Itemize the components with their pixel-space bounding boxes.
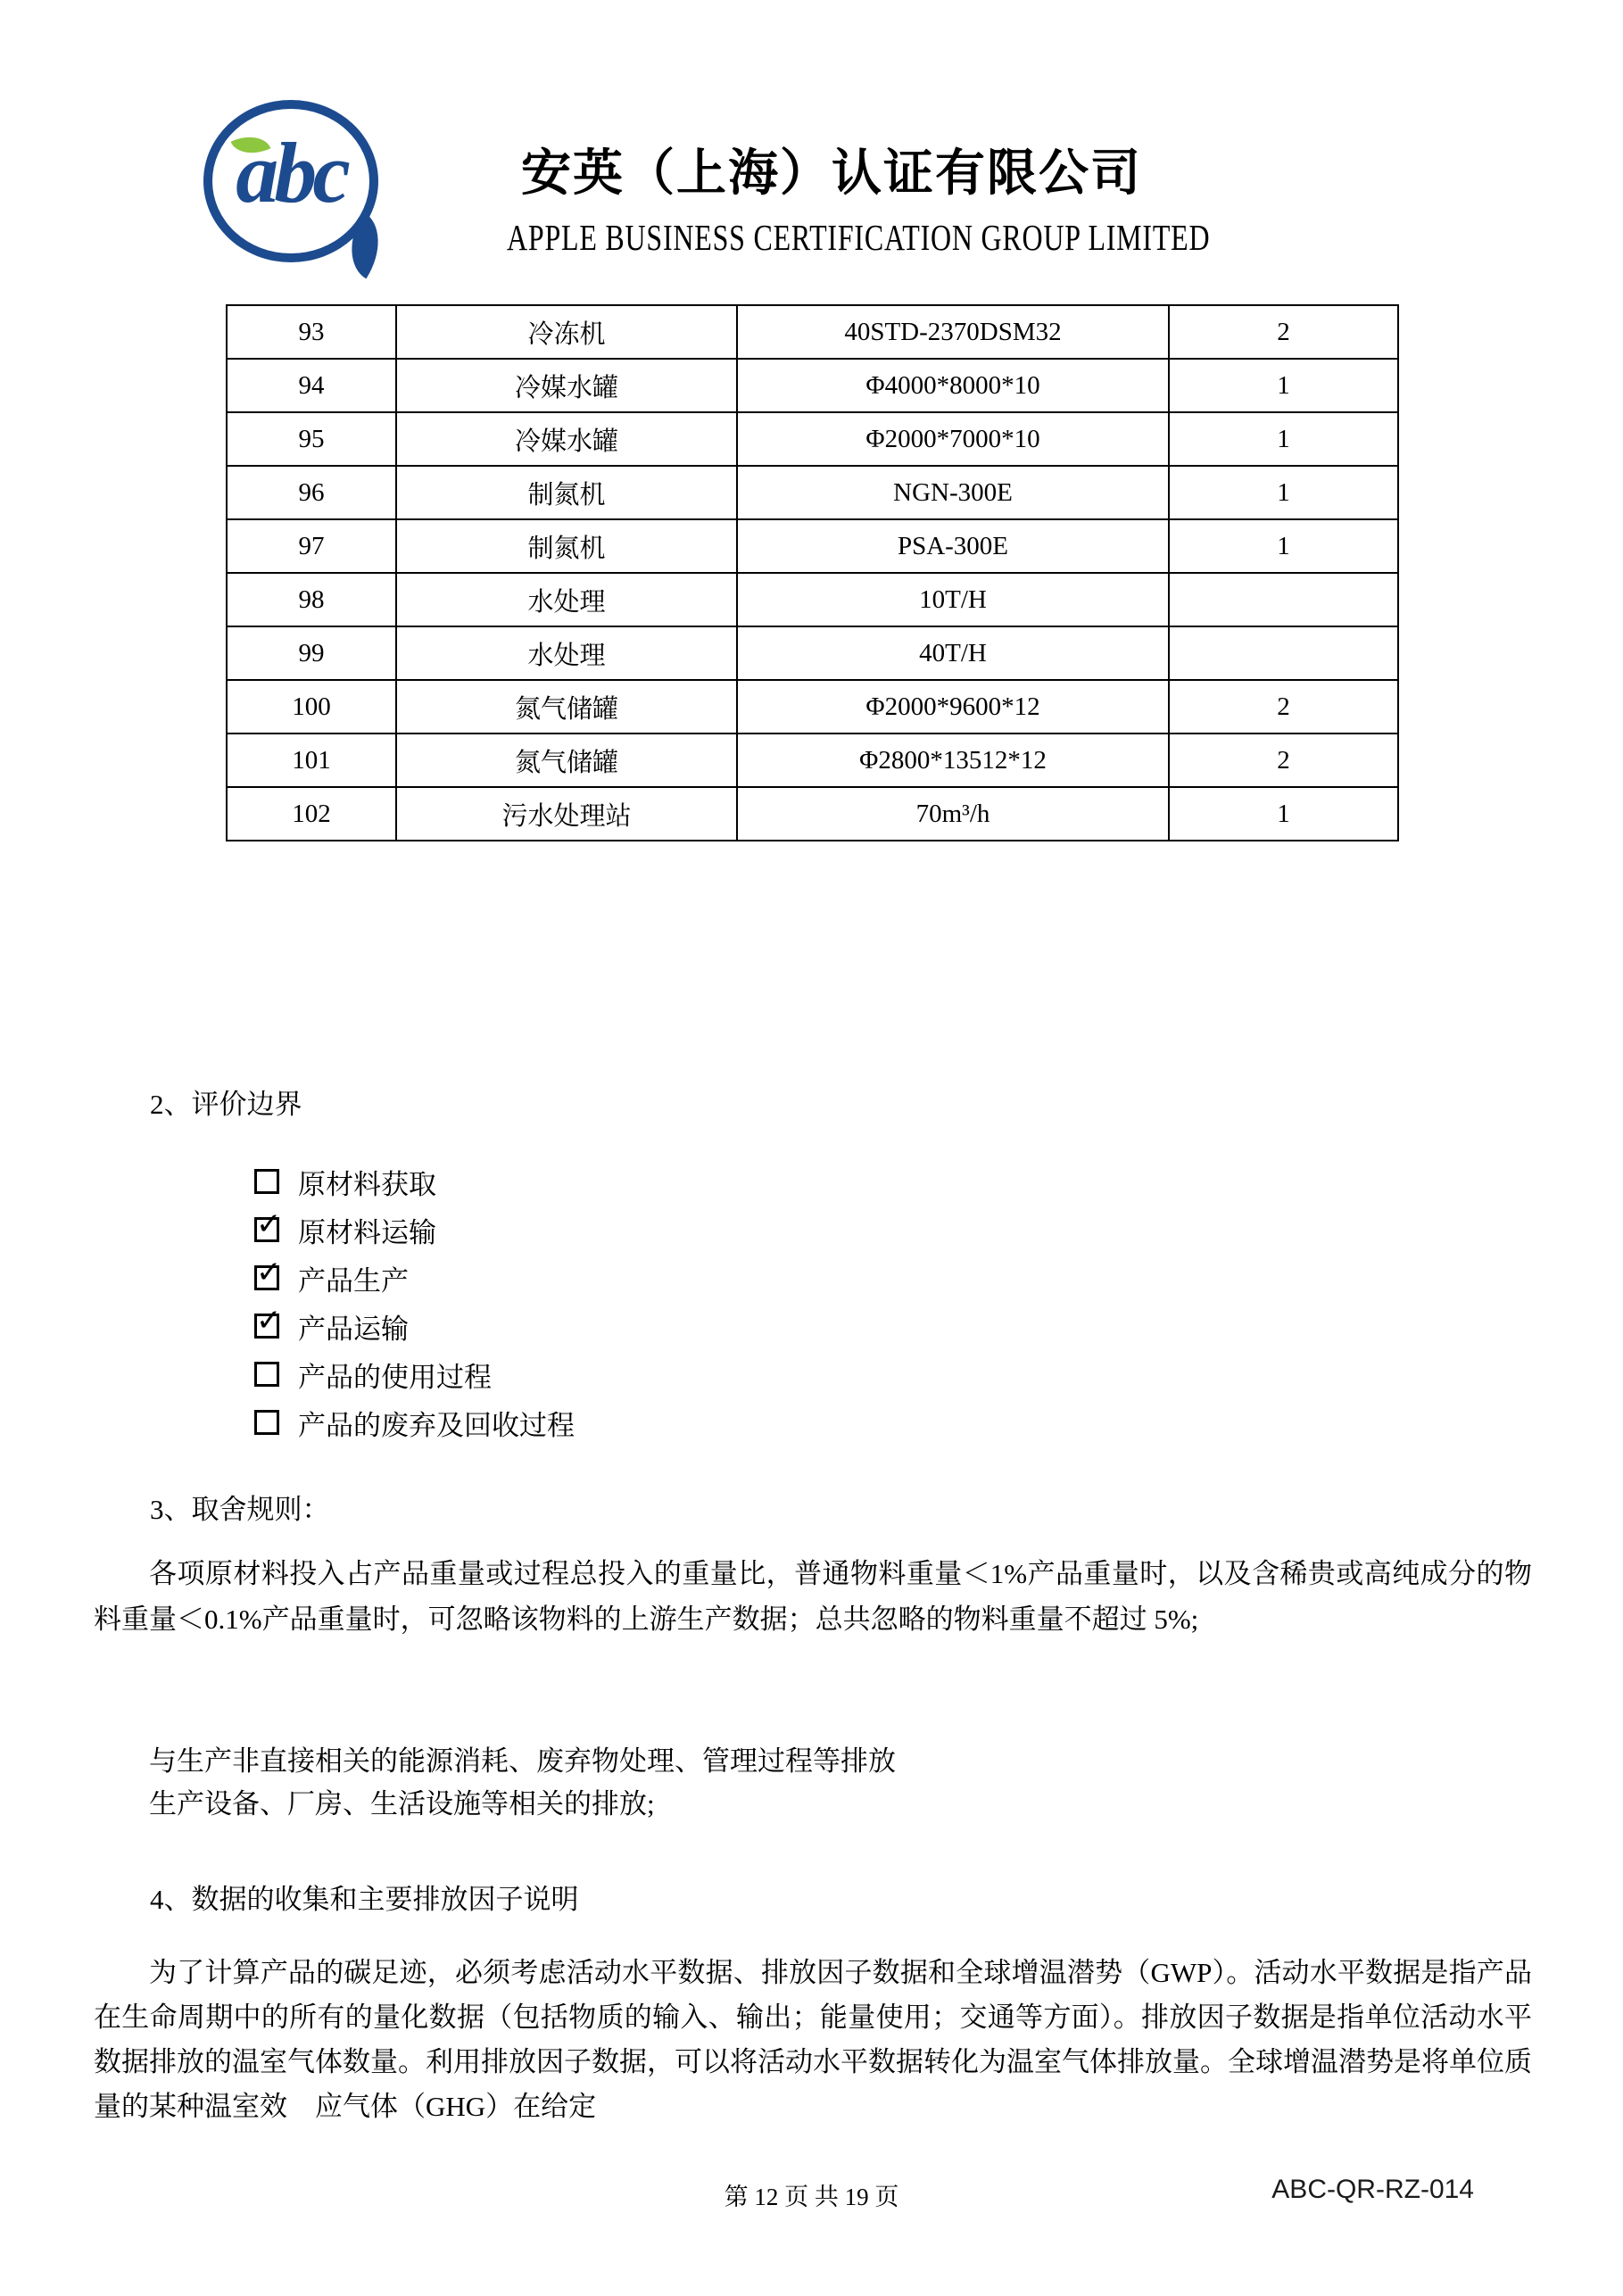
table-row bbox=[227, 734, 1398, 787]
company-name-en: APPLE BUSINESS CERTIFICATION GROUP LIMITED bbox=[507, 217, 1211, 258]
cell-name: 水处理 bbox=[396, 573, 737, 626]
cell-model: 40STD-2370DSM32 bbox=[737, 305, 1169, 359]
cell-name: 氮气储罐 bbox=[396, 680, 737, 734]
logo-text: abc bbox=[236, 125, 346, 220]
page-number: 第 12 页 共 19 页 bbox=[724, 2184, 899, 2210]
table-row bbox=[227, 573, 1398, 626]
cell-no: 98 bbox=[227, 573, 396, 626]
cell-model: 10T/H bbox=[737, 573, 1169, 626]
checklist-item bbox=[254, 1206, 575, 1254]
cell-model: PSA-300E bbox=[737, 519, 1169, 573]
cell-name: 冷媒水罐 bbox=[396, 359, 737, 412]
cell-no: 96 bbox=[227, 466, 396, 519]
checklist-label: 原材料运输 bbox=[298, 1216, 436, 1248]
check-mark-icon: ✓ bbox=[256, 1255, 282, 1290]
checklist-item bbox=[254, 1157, 575, 1206]
checkbox-checked-icon bbox=[254, 1255, 282, 1290]
cell-name: 制氮机 bbox=[396, 519, 737, 573]
checklist-label: 产品运输 bbox=[298, 1313, 409, 1345]
cell-qty: 1 bbox=[1169, 519, 1398, 573]
cell-no: 102 bbox=[227, 787, 396, 841]
cell-qty: 2 bbox=[1169, 680, 1398, 734]
checklist-item bbox=[254, 1302, 575, 1350]
cell-qty: 1 bbox=[1169, 412, 1398, 466]
checklist-item bbox=[254, 1398, 575, 1446]
cell-name: 制氮机 bbox=[396, 466, 737, 519]
cell-name: 冷冻机 bbox=[396, 305, 737, 359]
table-row bbox=[227, 519, 1398, 573]
cell-model: 70m³/h bbox=[737, 787, 1169, 841]
equipment-table bbox=[226, 304, 1399, 841]
equipment-table-body bbox=[227, 305, 1398, 841]
table-row bbox=[227, 626, 1398, 680]
cell-no: 95 bbox=[227, 412, 396, 466]
section3-heading: 3、取舍规则： bbox=[150, 1494, 330, 1525]
cell-no: 94 bbox=[227, 359, 396, 412]
cell-qty bbox=[1169, 626, 1398, 680]
cell-model: NGN-300E bbox=[737, 466, 1169, 519]
section3-line1: 与生产非直接相关的能源消耗、废弃物处理、管理过程等排放 bbox=[149, 1745, 896, 1777]
checkbox-unchecked-icon bbox=[254, 1169, 279, 1194]
company-logo bbox=[203, 100, 378, 262]
table-row bbox=[227, 466, 1398, 519]
table-row bbox=[227, 359, 1398, 412]
table-row bbox=[227, 412, 1398, 466]
checklist-label: 产品生产 bbox=[298, 1264, 409, 1297]
cell-no: 97 bbox=[227, 519, 396, 573]
cell-name: 污水处理站 bbox=[396, 787, 737, 841]
cell-no: 101 bbox=[227, 734, 396, 787]
cell-no: 99 bbox=[227, 626, 396, 680]
cell-model: Φ2800*13512*12 bbox=[737, 734, 1169, 787]
cell-name: 水处理 bbox=[396, 626, 737, 680]
section2-heading: 2、评价边界 bbox=[150, 1089, 302, 1120]
evaluation-boundary-checklist bbox=[254, 1157, 575, 1446]
cell-model: 40T/H bbox=[737, 626, 1169, 680]
section3-extra-lines bbox=[94, 1740, 1532, 1826]
cell-qty: 1 bbox=[1169, 787, 1398, 841]
checklist-label: 产品的废弃及回收过程 bbox=[298, 1409, 575, 1441]
table-row bbox=[227, 787, 1398, 841]
cell-qty: 1 bbox=[1169, 466, 1398, 519]
document-code: ABC-QR-RZ-014 bbox=[1271, 2175, 1474, 2204]
cell-model: Φ4000*8000*10 bbox=[737, 359, 1169, 412]
cell-no: 93 bbox=[227, 305, 396, 359]
cell-name: 冷媒水罐 bbox=[396, 412, 737, 466]
table-row bbox=[227, 305, 1398, 359]
cell-qty bbox=[1169, 573, 1398, 626]
section4-paragraph: 为了计算产品的碳足迹，必须考虑活动水平数据、排放因子数据和全球增温潜势（GWP）。活动水平数据是指产品在生命周期中的所有的量化数据（包括物质的输入、输出；能量使用；交通等方面）。排放因子数据是指单位活动水平数据排放的温室气体数量。利用排放因子数据，可以将活动水平数据转化为温室气体排放量。全球增温潜势是将单位质量的某种温室效 应气体（GHG）在给定 bbox=[94, 1957, 1532, 2122]
checkbox-checked-icon bbox=[254, 1303, 282, 1339]
checklist-label: 原材料获取 bbox=[298, 1168, 436, 1200]
checklist-item bbox=[254, 1350, 575, 1398]
check-mark-icon: ✓ bbox=[256, 1303, 282, 1339]
checklist-item bbox=[254, 1254, 575, 1302]
checkbox-checked-icon bbox=[254, 1206, 282, 1242]
checklist-label: 产品的使用过程 bbox=[298, 1361, 492, 1393]
cell-name: 氮气储罐 bbox=[396, 734, 737, 787]
checkbox-unchecked-icon bbox=[254, 1410, 279, 1435]
checkbox-unchecked-icon bbox=[254, 1362, 279, 1387]
section3-paragraph: 各项原材料投入占产品重量或过程总投入的重量比，普通物料重量＜1%产品重量时，以及含稀贵或高纯成分的物料重量＜0.1%产品重量时，可忽略该物料的上游生产数据；总共忽略的物料重量不超过 5%; bbox=[94, 1558, 1532, 1635]
cell-no: 100 bbox=[227, 680, 396, 734]
cell-qty: 2 bbox=[1169, 734, 1398, 787]
cell-model: Φ2000*9600*12 bbox=[737, 680, 1169, 734]
cell-model: Φ2000*7000*10 bbox=[737, 412, 1169, 466]
table-row bbox=[227, 680, 1398, 734]
section4-heading: 4、数据的收集和主要排放因子说明 bbox=[150, 1884, 579, 1915]
check-mark-icon: ✓ bbox=[256, 1206, 282, 1242]
cell-qty: 1 bbox=[1169, 359, 1398, 412]
company-name-zh: 安英（上海）认证有限公司 bbox=[521, 146, 1142, 202]
section3-line2: 生产设备、厂房、生活设施等相关的排放; bbox=[149, 1788, 655, 1819]
cell-qty: 2 bbox=[1169, 305, 1398, 359]
